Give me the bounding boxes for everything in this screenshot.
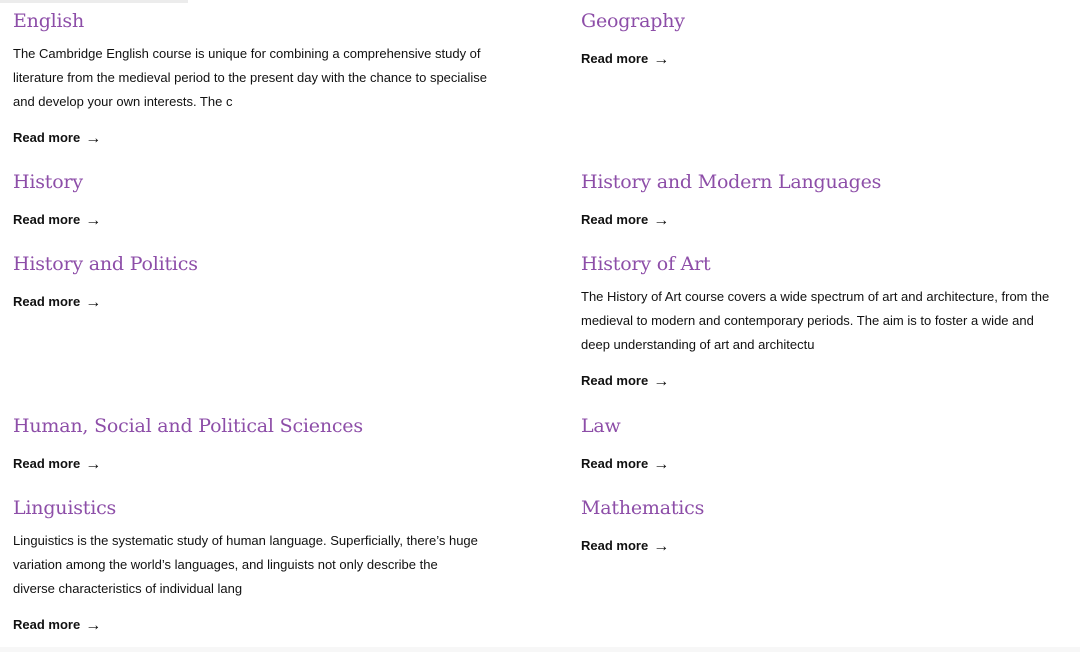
read-more-mathematics-link[interactable]	[581, 538, 669, 555]
read-more-label: Read more	[13, 212, 81, 227]
read-more-label: Read more	[13, 456, 81, 471]
course-description-history-of-art: The History of Art course covers a wide spectrum of art and architecture, from the medieval to modern and contemporary periods. The aim is to foster a wide and deep understanding of art and architectu	[581, 289, 1050, 352]
read-more-label: Read more	[13, 617, 81, 632]
course-title-history-and-modern-languages[interactable]: History and Modern Languages	[581, 171, 882, 193]
read-more-label: Read more	[581, 456, 649, 471]
read-more-label: Read more	[581, 373, 649, 388]
arrow-right-icon: →	[85, 617, 102, 634]
course-title-law[interactable]: Law	[581, 415, 621, 437]
course-card-english	[13, 9, 503, 147]
read-more-history-and-politics-link[interactable]	[13, 294, 101, 311]
read-more-label: Read more	[581, 212, 649, 227]
course-title-history-and-politics[interactable]: History and Politics	[13, 253, 198, 275]
course-title-history[interactable]: History	[13, 171, 83, 193]
course-title-mathematics[interactable]: Mathematics	[581, 497, 705, 519]
course-card-hsps	[13, 414, 503, 473]
read-more-label: Read more	[581, 538, 649, 553]
course-card-linguistics	[13, 496, 503, 634]
arrow-right-icon: →	[85, 456, 102, 473]
arrow-right-icon: →	[653, 51, 670, 68]
course-card-history-and-politics	[13, 252, 503, 311]
arrow-right-icon: →	[653, 373, 670, 390]
read-more-label: Read more	[13, 130, 81, 145]
top-divider	[0, 0, 188, 3]
read-more-history-of-art-link[interactable]	[581, 373, 669, 390]
course-card-history-and-modern-languages	[581, 170, 1071, 229]
read-more-label: Read more	[581, 51, 649, 66]
course-title-hsps[interactable]: Human, Social and Political Sciences	[13, 415, 363, 437]
arrow-right-icon: →	[653, 456, 670, 473]
read-more-english-link[interactable]	[13, 130, 101, 147]
read-more-history-and-modern-languages-link[interactable]	[581, 212, 669, 229]
read-more-linguistics-link[interactable]	[13, 617, 101, 634]
read-more-law-link[interactable]	[581, 456, 669, 473]
read-more-hsps-link[interactable]	[13, 456, 101, 473]
course-title-linguistics[interactable]: Linguistics	[13, 497, 117, 519]
read-more-label: Read more	[13, 294, 81, 309]
arrow-right-icon: →	[653, 538, 670, 555]
course-card-mathematics	[581, 496, 1071, 555]
course-title-geography[interactable]: Geography	[581, 10, 685, 32]
course-card-geography	[581, 9, 1071, 68]
course-card-history-of-art	[581, 252, 1071, 390]
course-card-history	[13, 170, 503, 229]
course-card-law	[581, 414, 1071, 473]
read-more-history-link[interactable]	[13, 212, 101, 229]
course-title-history-of-art[interactable]: History of Art	[581, 253, 711, 275]
read-more-geography-link[interactable]	[581, 51, 669, 68]
course-title-english[interactable]: English	[13, 10, 85, 32]
arrow-right-icon: →	[85, 130, 102, 147]
course-description-linguistics: Linguistics is the systematic study of human language. Superficially, there’s huge variation among the world’s languages, and linguists not only describe the diverse characteristics of individual lang	[13, 533, 478, 596]
course-description-english: The Cambridge English course is unique for combining a comprehensive study of literature from the medieval period to the present day with the chance to specialise and develop your own interests. The c	[13, 46, 488, 109]
bottom-divider	[0, 647, 1080, 652]
arrow-right-icon: →	[85, 212, 102, 229]
arrow-right-icon: →	[653, 212, 670, 229]
arrow-right-icon: →	[85, 294, 102, 311]
